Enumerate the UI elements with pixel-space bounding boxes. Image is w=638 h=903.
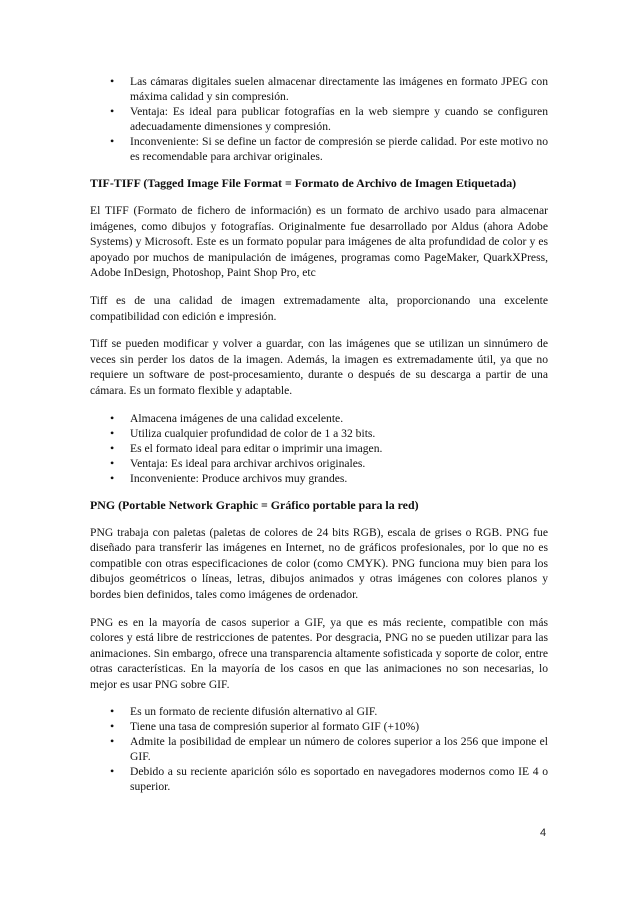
tiff-heading: TIF-TIFF (Tagged Image File Format = Formato de Archivo de Imagen Etiquetada)	[90, 176, 517, 190]
png-bullet-list	[90, 704, 548, 794]
list-item: • Inconveniente: Si se define un factor de compresión se pierde calidad. Por este motivo no es recomendable para archivar originales.	[90, 134, 548, 164]
page-number: 4	[540, 827, 547, 839]
page-content	[90, 74, 548, 794]
list-item: • Almacena imágenes de una calidad excelente.	[90, 411, 548, 426]
tiff-bullet-list	[90, 411, 548, 486]
tiff-paragraph-3: Tiff se pueden modificar y volver a guardar, con las imágenes que se utilizan un sinnúmero de veces sin perder los datos de la imagen. Además, la imagen es extremadamente útil, ya que no requiere un software de post-procesamiento, durante o después de su descarga a partir de una cámara. Es un formato flexible y adaptable.	[90, 337, 548, 397]
list-item: • Tiene una tasa de compresión superior al formato GIF (+10%)	[90, 719, 548, 734]
tiff-paragraph-2: Tiff es de una calidad de imagen extremadamente alta, proporcionando una excelente compatibilidad con edición e impresión.	[90, 293, 548, 323]
list-item: • Las cámaras digitales suelen almacenar directamente las imágenes en formato JPEG con máxima calidad y sin compresión.	[90, 74, 548, 104]
list-item: • Admite la posibilidad de emplear un número de colores superior a los 256 que impone el GIF.	[90, 734, 548, 764]
png-paragraph-2: PNG es en la mayoría de casos superior a GIF, ya que es más reciente, compatible con más colores y está libre de restricciones de patentes. Por desgracia, PNG no se pueden utilizar para las animaciones. Sin embargo, ofrece una transparencia altamente sofisticada y soporte de color, entre otras características. En la mayoría de los casos en que las animaciones no son necesarias, lo mejor es usar PNG sobre GIF.	[90, 615, 548, 691]
jpeg-bullet-list	[90, 74, 548, 164]
list-item: • Utiliza cualquier profundidad de color de 1 a 32 bits.	[90, 426, 548, 441]
list-item: • Ventaja: Es ideal para publicar fotografías en la web siempre y cuando se configuren adecuadamente dimensiones y compresión.	[90, 104, 548, 134]
png-paragraph-1: PNG trabaja con paletas (paletas de colores de 24 bits RGB), escala de grises o RGB. PNG fue diseñado para transferir las imágenes en Internet, no de gráficos profesionales, por lo que no es compatible con otras especificaciones de color (como CMYK). PNG funciona muy bien para los dibujos geométricos o líneas, letras, dibujos animados y otras imágenes con colores planos y bordes bien definidos, tales como imágenes de ordenador.	[90, 525, 548, 601]
list-item: • Debido a su reciente aparición sólo es soportado en navegadores modernos como IE 4 o superior.	[90, 764, 548, 794]
tiff-paragraph-1: El TIFF (Formato de fichero de información) es un formato de archivo usado para almacenar imágenes, como dibujos y fotografías. Originalmente fue desarrollado por Aldus (ahora Adobe Systems) y Microsoft. Este es un formato popular para imágenes de alta profundidad de color y es apoyado por muchos de manipulación de imágenes, programas como PageMaker, QuarkXPress, Adobe InDesign, Photoshop, Paint Shop Pro, etc	[90, 204, 548, 280]
list-item: • Es un formato de reciente difusión alternativo al GIF.	[90, 704, 548, 719]
png-heading: PNG (Portable Network Graphic = Gráfico portable para la red)	[90, 497, 419, 512]
list-item: • Es el formato ideal para editar o imprimir una imagen.	[90, 441, 548, 456]
list-item: • Ventaja: Es ideal para archivar archivos originales.	[90, 456, 548, 471]
list-item: • Inconveniente: Produce archivos muy grandes.	[90, 471, 548, 486]
